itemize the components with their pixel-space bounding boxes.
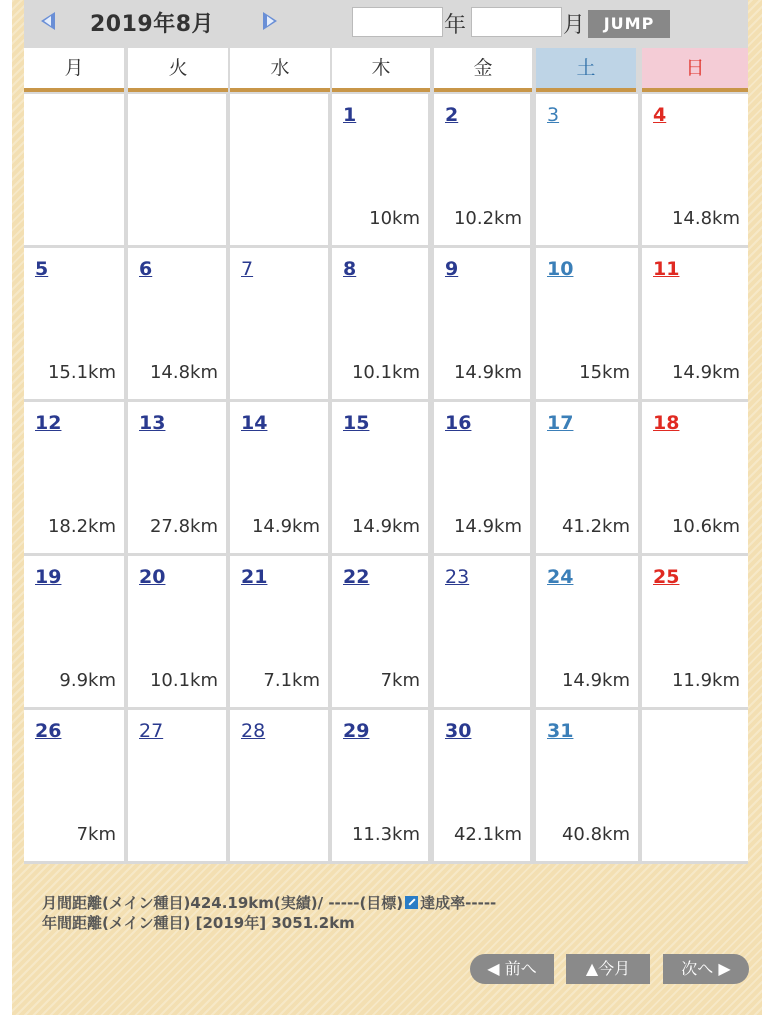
distance-summary [42, 893, 496, 933]
day-cell-18 [642, 402, 748, 553]
day-distance: 9.9km [59, 670, 116, 691]
day-distance: 15.1km [47, 362, 116, 383]
weekday-wed: 水 [230, 48, 330, 92]
weekday-thu: 木 [332, 48, 430, 92]
day-cell-27 [128, 710, 226, 861]
day-link-7[interactable]: 7 [241, 258, 254, 280]
day-link-14[interactable]: 14 [241, 412, 268, 434]
day-cell-6 [128, 248, 226, 399]
day-distance: 41.2km [561, 516, 630, 537]
day-cell-9 [434, 248, 530, 399]
day-cell-29 [332, 710, 428, 861]
day-distance: 14.9km [351, 516, 420, 537]
day-link-13[interactable]: 13 [139, 412, 166, 434]
month-unit-label: 月 [563, 13, 586, 38]
yearly-distance-line: 年間距離(メイン種目) [2019年] 3051.2km [42, 914, 355, 932]
day-link-5[interactable]: 5 [35, 258, 49, 280]
day-distance: 11.3km [351, 824, 420, 845]
day-cell-8 [332, 248, 428, 399]
year-input[interactable] [352, 7, 443, 37]
month-title: 2019年8月 [90, 12, 215, 37]
day-cell-31 [536, 710, 638, 861]
day-distance: 14.8km [149, 362, 218, 383]
day-link-3[interactable]: 3 [547, 104, 560, 126]
day-cell-13 [128, 402, 226, 553]
day-cell-3 [536, 94, 638, 245]
jump-button[interactable]: JUMP [588, 10, 670, 38]
day-distance: 7km [76, 824, 116, 845]
day-cell-17 [536, 402, 638, 553]
day-link-18[interactable]: 18 [653, 412, 680, 434]
day-link-21[interactable]: 21 [241, 566, 268, 588]
day-distance: 10.6km [671, 516, 740, 537]
empty-day-cell [128, 94, 226, 245]
day-link-28[interactable]: 28 [241, 720, 266, 742]
year-unit-label: 年 [444, 13, 467, 38]
empty-day-cell [24, 94, 124, 245]
day-link-11[interactable]: 11 [653, 258, 680, 280]
day-distance: 7km [380, 670, 420, 691]
day-cell-26 [24, 710, 124, 861]
day-distance: 14.9km [453, 516, 522, 537]
day-link-26[interactable]: 26 [35, 720, 62, 742]
weekday-fri: 金 [434, 48, 532, 92]
weekday-sat: 土 [536, 48, 636, 92]
day-link-9[interactable]: 9 [445, 258, 459, 280]
day-distance: 10.2km [453, 208, 522, 229]
day-cell-12 [24, 402, 124, 553]
next-month-arrow-icon[interactable] [263, 12, 277, 30]
month-input[interactable] [471, 7, 562, 37]
day-distance: 27.8km [149, 516, 218, 537]
day-distance: 40.8km [561, 824, 630, 845]
weekday-mon: 月 [24, 48, 124, 92]
day-distance: 14.9km [453, 362, 522, 383]
day-distance: 14.9km [251, 516, 320, 537]
day-distance: 14.9km [561, 670, 630, 691]
prev-month-arrow-icon[interactable] [41, 12, 55, 30]
day-cell-16 [434, 402, 530, 553]
next-button[interactable]: 次へ ▶ [663, 954, 749, 984]
monthly-distance-line [42, 893, 496, 913]
day-distance: 14.9km [671, 362, 740, 383]
achievement-rate-text: 達成率----- [420, 894, 497, 912]
day-cell-21 [230, 556, 328, 707]
day-link-16[interactable]: 16 [445, 412, 472, 434]
day-link-19[interactable]: 19 [35, 566, 62, 588]
day-distance: 10.1km [149, 670, 218, 691]
day-distance: 42.1km [453, 824, 522, 845]
day-link-29[interactable]: 29 [343, 720, 370, 742]
weekday-tue: 火 [128, 48, 228, 92]
day-cell-1 [332, 94, 428, 245]
day-cell-5 [24, 248, 124, 399]
day-link-8[interactable]: 8 [343, 258, 357, 280]
day-link-15[interactable]: 15 [343, 412, 370, 434]
day-link-4[interactable]: 4 [653, 104, 667, 126]
day-link-27[interactable]: 27 [139, 720, 164, 742]
day-cell-2 [434, 94, 530, 245]
day-cell-10 [536, 248, 638, 399]
day-distance: 15km [579, 362, 630, 383]
calendar-header [24, 0, 748, 46]
day-cell-7 [230, 248, 328, 399]
day-link-17[interactable]: 17 [547, 412, 574, 434]
day-link-25[interactable]: 25 [653, 566, 680, 588]
day-link-12[interactable]: 12 [35, 412, 62, 434]
current-month-button[interactable]: ▲今月 [566, 954, 650, 984]
day-cell-30 [434, 710, 530, 861]
day-cell-22 [332, 556, 428, 707]
prev-button[interactable]: ◀ 前へ [470, 954, 554, 984]
day-link-6[interactable]: 6 [139, 258, 153, 280]
day-link-23[interactable]: 23 [445, 566, 470, 588]
day-link-31[interactable]: 31 [547, 720, 574, 742]
day-distance: 7.1km [263, 670, 320, 691]
empty-day-cell [642, 710, 748, 861]
day-cell-11 [642, 248, 748, 399]
day-distance: 11.9km [671, 670, 740, 691]
day-cell-24 [536, 556, 638, 707]
weekday-sun: 日 [642, 48, 748, 92]
monthly-distance-text: 月間距離(メイン種目)424.19km(実績)/ -----(目標) [42, 894, 404, 912]
day-cell-15 [332, 402, 428, 553]
day-distance: 10.1km [351, 362, 420, 383]
day-link-10[interactable]: 10 [547, 258, 574, 280]
day-cell-14 [230, 402, 328, 553]
day-link-24[interactable]: 24 [547, 566, 574, 588]
day-link-1[interactable]: 1 [343, 104, 357, 126]
day-cell-20 [128, 556, 226, 707]
day-distance: 18.2km [47, 516, 116, 537]
day-cell-19 [24, 556, 124, 707]
day-cell-25 [642, 556, 748, 707]
day-distance: 14.8km [671, 208, 740, 229]
day-distance: 10km [369, 208, 420, 229]
day-link-20[interactable]: 20 [139, 566, 166, 588]
day-cell-23 [434, 556, 530, 707]
day-cell-28 [230, 710, 328, 861]
day-cell-4 [642, 94, 748, 245]
day-link-30[interactable]: 30 [445, 720, 472, 742]
day-link-2[interactable]: 2 [445, 104, 459, 126]
empty-day-cell [230, 94, 328, 245]
day-link-22[interactable]: 22 [343, 566, 370, 588]
edit-goal-icon[interactable] [405, 896, 418, 909]
